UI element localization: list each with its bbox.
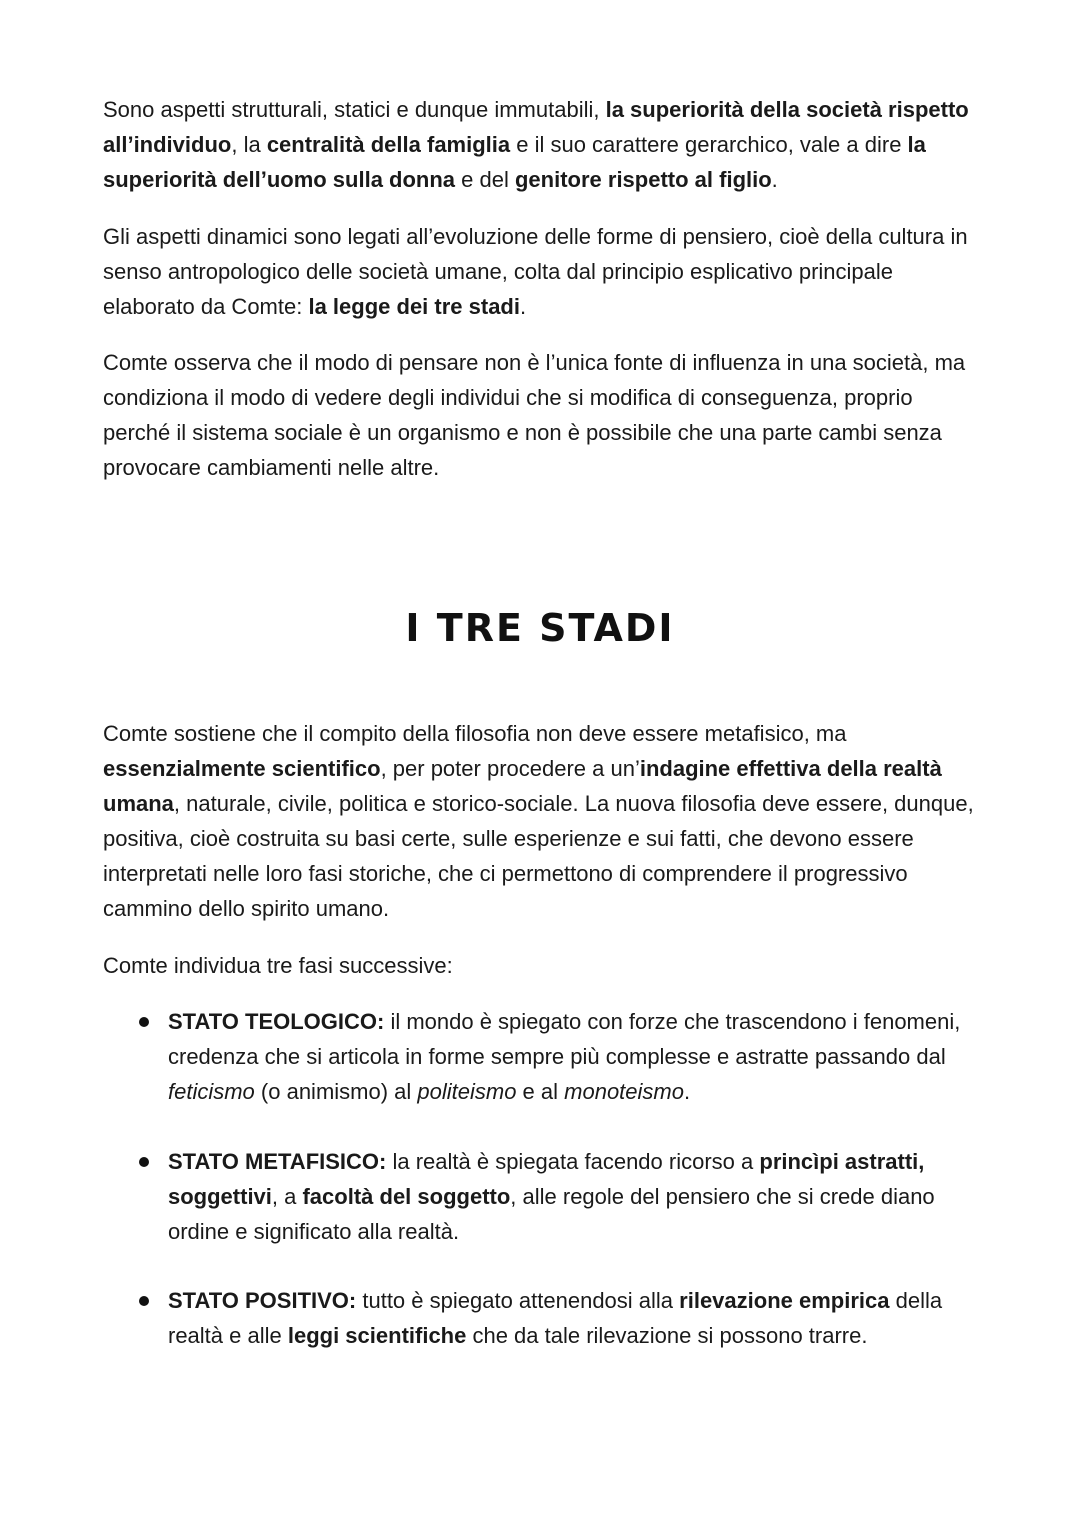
text-run: Comte sostiene che il compito della filosofia non deve essere metafisico, ma <box>103 721 847 746</box>
text-run: che da tale rilevazione si possono trarre. <box>466 1323 868 1348</box>
italic-run: feticismo <box>168 1079 255 1104</box>
paragraph-philosophy-task <box>103 716 983 926</box>
italic-run: monoteismo <box>564 1079 684 1104</box>
text-run: , per poter procedere a un’ <box>380 756 640 781</box>
text-run: , la <box>231 132 267 157</box>
bold-run: la legge dei tre stadi <box>308 294 520 319</box>
text-run: la realtà è spiegata facendo ricorso a <box>386 1149 760 1174</box>
text-run: Comte individua tre fasi successive: <box>103 953 453 978</box>
bullet-icon <box>139 1296 149 1306</box>
text-run: Gli aspetti dinamici sono legati all’evoluzione delle forme di pensiero, cioè della cultura in senso antropologico delle società umane, colta dal principio esplicativo principale elaborato da Comte: <box>103 224 968 319</box>
bullet-icon <box>139 1017 149 1027</box>
paragraph-dynamic-aspects <box>103 219 983 324</box>
stage-label: STATO POSITIVO: <box>168 1288 357 1313</box>
text-run: e al <box>516 1079 565 1104</box>
paragraph-comte-observation <box>103 345 983 485</box>
paragraph-three-phases-intro <box>103 948 983 983</box>
bullet-icon <box>139 1157 149 1167</box>
text-run: tutto è spiegato attenendosi alla <box>356 1288 680 1313</box>
stage-label: STATO METAFISICO: <box>168 1149 387 1174</box>
bold-run: la superiorità della società rispetto all’individuo <box>103 97 969 157</box>
bold-run: indagine effettiva della realtà umana <box>103 756 942 816</box>
list-item-text <box>168 1144 983 1249</box>
text-run: . <box>683 1079 691 1104</box>
text-run: Sono aspetti strutturali, statici e dunque immutabili, <box>103 97 606 122</box>
list-item-text <box>168 1004 983 1109</box>
text-run: e del <box>455 167 515 192</box>
text-run: della realtà e alle <box>168 1288 943 1348</box>
list-item-text <box>168 1283 983 1353</box>
bold-run: princìpi astratti, soggettivi <box>168 1149 925 1209</box>
bold-run: genitore rispetto al figlio <box>514 167 772 192</box>
text-run: , alle regole del pensiero che si crede diano ordine e significato alla realtà. <box>168 1184 935 1244</box>
bold-run: rilevazione empirica <box>679 1288 890 1313</box>
text-run: il mondo è spiegato con forze che trascendono i fenomeni, credenza che si articola in forme sempre più complesse e astratte passando dal <box>168 1009 961 1069</box>
text-run: , naturale, civile, politica e storico-sociale. La nuova filosofia deve essere, dunque, positiva, cioè costruita su basi certe, sulle esperienze e sui fatti, che devono essere interpretati nelle loro fasi storiche, che ci permettono di comprendere il progressivo cammino dello spirito umano. <box>103 791 974 921</box>
bold-run: leggi scientifiche <box>287 1323 467 1348</box>
stage-label: STATO TEOLOGICO: <box>168 1009 385 1034</box>
text-run: . <box>519 294 527 319</box>
section-heading: I TRE STADI <box>405 606 675 650</box>
italic-run: politeismo <box>417 1079 517 1104</box>
text-run: (o animismo) al <box>254 1079 418 1104</box>
text-run: Comte osserva che il modo di pensare non è l’unica fonte di influenza in una società, ma condiziona il modo di vedere degli individui che si modifica di conseguenza, proprio perché il sistema sociale è un organismo e non è possibile che una parte cambi senza provocare cambiamenti nelle altre. <box>103 350 966 480</box>
paragraph-static-aspects <box>103 92 983 197</box>
bold-run: la superiorità dell’uomo sulla donna <box>103 132 926 192</box>
text-run: e il suo carattere gerarchico, vale a dire <box>510 132 908 157</box>
bold-run: essenzialmente scientifico <box>103 756 381 781</box>
text-run: . <box>771 167 778 192</box>
bold-run: facoltà del soggetto <box>302 1184 511 1209</box>
text-run: , a <box>271 1184 303 1209</box>
bold-run: centralità della famiglia <box>266 132 511 157</box>
